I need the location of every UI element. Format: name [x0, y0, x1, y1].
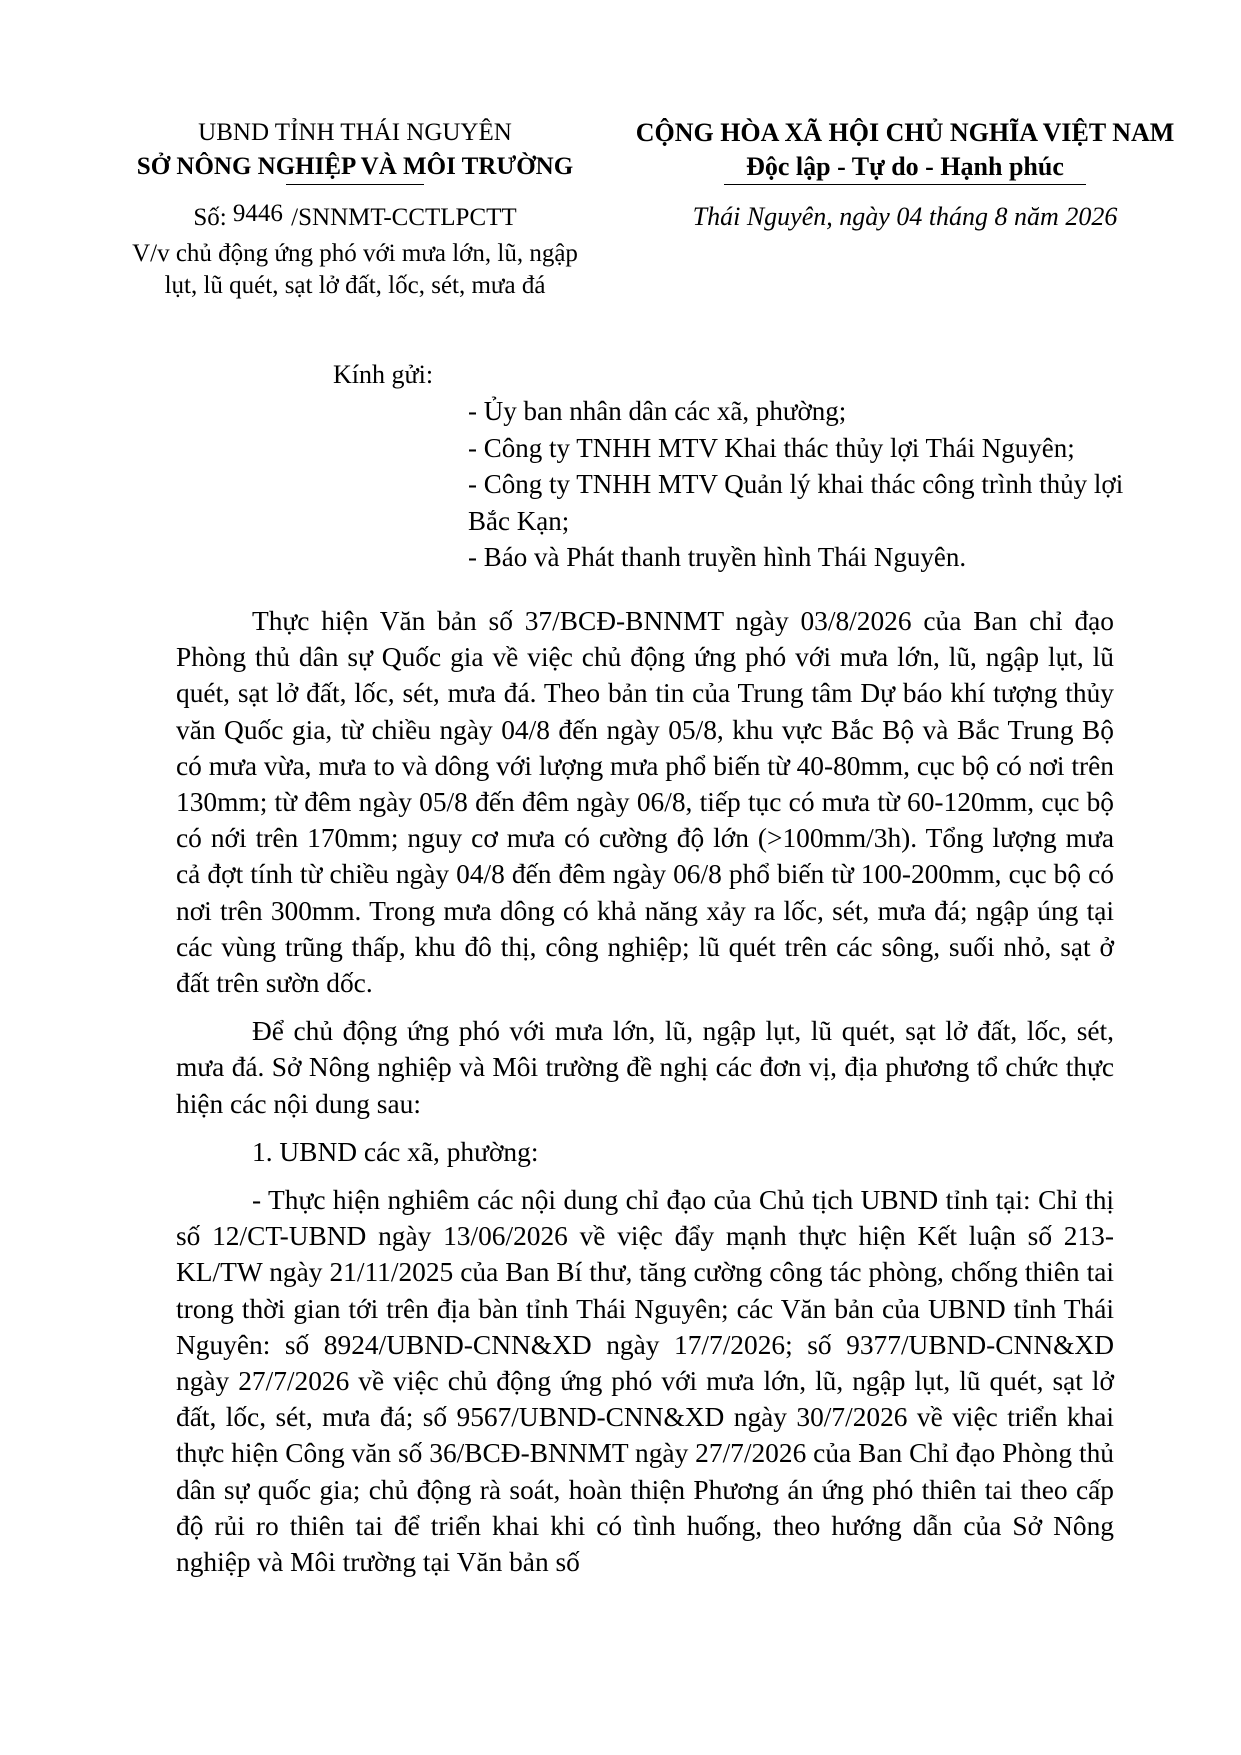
nation-title: CỘNG HÒA XÃ HỘI CHỦ NGHĨA VIỆT NAM [635, 118, 1175, 147]
motto-underline [724, 184, 1086, 185]
date-year: 2026 [1065, 202, 1118, 231]
nation-motto: Độc lập - Tự do - Hạnh phúc [746, 152, 1064, 181]
number-prefix: Số: [193, 204, 227, 231]
recipient-item: - Công ty TNHH MTV Khai thác thủy lợi Thái Nguyên; [468, 432, 1075, 463]
document-subject [95, 238, 615, 302]
date-year-label: năm [1014, 202, 1059, 231]
issuer-department: SỞ NÔNG NGHIỆP VÀ MÔI TRƯỜNG [136, 153, 574, 180]
recipient-item: - Ủy ban nhân dân các xã, phường; [468, 396, 847, 426]
dateline [615, 200, 1195, 234]
number-suffix: /SNNMT-CCTLPCTT [291, 204, 517, 231]
body-paragraph: Thực hiện Văn bản số 37/BCĐ-BNNMT ngày 03/8/2026 của Ban chỉ đạo Phòng thủ dân sự Quốc gia về việc chủ động ứng phó với mưa lớn, lũ, ngập lụt, lũ quét, sạt lở đất, lốc, sét, mưa đá. Theo bản tin của Trung tâm Dự báo khí tượng thủy văn Quốc gia, từ chiều ngày 04/8 đến ngày 05/8, khu vực Bắc Bộ và Bắc Trung Bộ có mưa vừa, mưa to và dông với lượng mưa phổ biến từ 40-80mm, cục bộ có nơi trên 130mm; từ đêm ngày 05/8 đến đêm ngày 06/8, tiếp tục có mưa từ 60-120mm, cục bộ có nới trên 170mm; nguy cơ mưa có cường độ lớn (>100mm/3h). Tổng lượng mưa cả đợt tính từ chiều ngày 04/8 đến đêm ngày 06/8 phổ biến từ 100-200mm, cục bộ có nơi trên 300mm. Trong mưa dông có khả năng xảy ra lốc, sét, mưa đá; ngập úng tại các vùng trũng thấp, khu đô thị, công nghiệp; lũ quét trên các sông, suối nhỏ, sạt ở đất trên sườn dốc. [176, 606, 1114, 999]
recipient-item: - Công ty TNHH MTV Quản lý khai thác công trình thủy lợi Bắc Kạn; [468, 469, 1124, 536]
issuer-agency: UBND TỈNH THÁI NGUYÊN [198, 119, 512, 146]
issuer-block [95, 116, 615, 185]
date-month-label: tháng [928, 202, 989, 231]
date-day: 04 [896, 202, 923, 231]
subject-line-2: lụt, lũ quét, sạt lở đất, lốc, sét, mưa đá [164, 272, 546, 299]
number-value: 9446 [232, 200, 283, 227]
document-body [176, 603, 1114, 1592]
national-header [615, 116, 1195, 185]
addressee-label: Kính gửi: [333, 360, 434, 389]
recipient-list [468, 393, 1158, 576]
recipient-item: - Báo và Phát thanh truyền hình Thái Nguyên. [468, 542, 967, 572]
body-paragraph: - Thực hiện nghiêm các nội dung chỉ đạo của Chủ tịch UBND tỉnh tại: Chỉ thị số 12/CT-UBND ngày 13/06/2026 về việc đẩy mạnh thực hiện Kết luận số 213-KL/TW ngày 21/11/2025 của Ban Bí thư, tăng cường công tác phòng, chống thiên tai trong thời gian tới trên địa bàn tỉnh Thái Nguyên; các Văn bản của UBND tỉnh Thái Nguyên: số 8924/UBND-CNN&XD ngày 17/7/2026; số 9377/UBND-CNN&XD ngày 27/7/2026 về việc chủ động ứng phó với mưa lớn, lũ, ngập lụt, lũ quét, sạt lở đất, lốc, sét, mưa đá; số 9567/UBND-CNN&XD ngày 30/7/2026 về việc triển khai thực hiện Công văn số 36/BCĐ-BNNMT ngày 27/7/2026 của Ban Chỉ đạo Phòng thủ dân sự quốc gia; chủ động rà soát, hoàn thiện Phương án ứng phó thiên tai theo cấp độ rủi ro thiên tai để triển khai khi có tình huống, theo hướng dẫn của Sở Nông nghiệp và Môi trường tại Văn bản số [176, 1185, 1114, 1578]
section-heading: 1. UBND các xã, phường: [252, 1136, 539, 1167]
date-prefix: Thái Nguyên, ngày [692, 202, 890, 231]
body-paragraph: Để chủ động ứng phó với mưa lớn, lũ, ngập lụt, lũ quét, sạt lở đất, lốc, sét, mưa đá. Sở Nông nghiệp và Môi trường đề nghị các đơn vị, địa phương tổ chức thực hiện các nội dung sau: [176, 1016, 1114, 1119]
document-number [95, 202, 615, 234]
issuer-underline [286, 184, 424, 185]
subject-line-1: V/v chủ động ứng phó với mưa lớn, lũ, ngập [132, 240, 578, 267]
date-month: 8 [994, 202, 1008, 231]
